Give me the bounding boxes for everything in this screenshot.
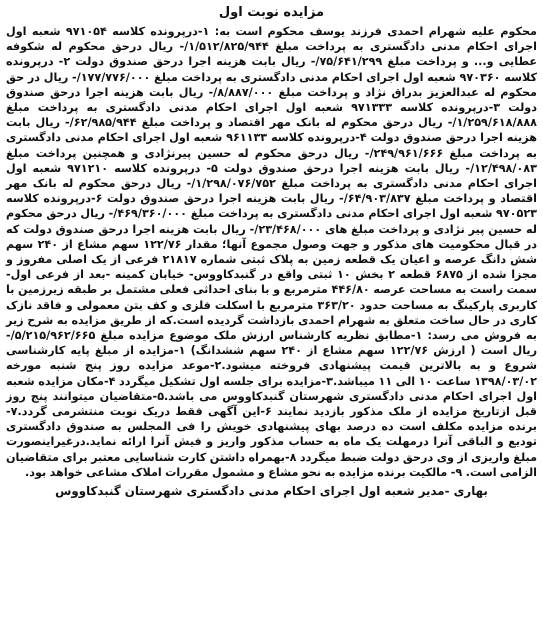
notice-body: محکوم علیه شهرام احمدی فرزند یوسف محکوم است به: ۱-درپرونده کلاسه ۹۷۱۰۵۴ شعبه اول اجرای احکام مدنی دادگستری به پرداخت مبلغ ۱/۵۱۲/۸۲۵/۹۴۴/- ریال درحق محکوم له شکوفه عطایی و... و پرداخت مبلغ ۷۵/۶۴۱/۲۹۹/- ریال بابت هزینه اجرا درحق صندوق دولت ۲- درپرونده کلاسه ۹۷۰۳۶۰ شعبه اول اجرای احکام مدنی دادگستری به پرداخت مبلغ ۱۷۷/۷۷۶/۰۰۰/- ریال در حق محکوم له عبدالعزیز بدراق نژاد و پرداخت مبلغ ۸/۸۸۷/۰۰۰/- ریال بابت هزینه اجرا درحق صندوق دولت ۳-درپرونده کلاسه ۹۷۱۳۳۳ شعبه اول اجرای احکام مدنی دادگستری به پرداخت مبلغ ۱/۲۵۹/۶۱۸/۸۸۸/- ریال درحق محکوم له بانک مهر اقتصاد و پرداخت مبلغ ۶۲/۹۸۵/۹۴۴/- ریال بابت هزینه اجرا درحق صندوق دولت ۴-درپرونده کلاسه ۹۶۱۱۳۳ شعبه اول اجرای احکام مدنی دادگستری به پرداخت مبلغ ۲۴۹/۹۶۱/۶۶۶/- ریال درحق محکوم له حسین پیرنژادی و همچنین پرداخت مبلغ ۱۲/۴۹۸/۰۸۳/- ریال بابت هزینه اجرا درحق صندوق دولت ۵- درپرونده کلاسه ۹۷۱۲۱۰ شعبه اول اجرای احکام مدنی دادگستری به پرداخت مبلغ ۱/۲۹۸/۰۷۶/۷۵۲/- ریال درحق محکوم له بانک مهر اقتصاد و پرداخت مبلغ ۶۴/۹۰۳/۸۳۷/- ریال بابت هزینه اجرا درحق صندوق دولت ۶-درپرونده کلاسه ۹۷۰۵۲۳ شعبه اول اجرای احکام مدنی دادگستری به پرداخت مبلغ ۴۶۹/۳۶۰/۰۰۰/- ریال درحق محکوم له حسین پیر نژادی و پرداخت مبلغ های ۲۳/۴۶۸/۰۰۰/- ریال بابت هزینه اجرا درحق صندوق دولت که در قبال محکومیت های مذکور و جهت وصول مجموع آنها؛ مقدار ۱۲۲/۷۶ سهم مشاع از ۲۴۰ سهم شش دانگ عرصه و اعیان یک قطعه زمین به پلاک ثبتی شماره ۲۱۸۱۷ فرعی از یک اصلی مفروز و مجزا شده از ۶۸۷۵ قطعه ۲ بخش ۱۰ ثبتی واقع در گنبدکاووس- خیابان کمینه -بعد از فرعی اول- سمت راست به مساحت عرصه ۴۴۶/۸۰ مترمربع و با بنای احداثی فعلی مشتمل بر طبقه زیرزمین با کاربری پارکینگ به مساحت حدود ۳۶۳/۲۰ مترمربع با اسکلت فلزی و کف بتن معمولی و فاقد نازک کاری در حال ساخت متعلق به شهرام احمدی بازداشت گردیده است.که از طریق مزایده به شرح زیر به فروش می رسد: ۱-مطابق نظریه کارشناس ارزش ملک موضوع مزایده مبلغ ۵/۲۱۵/۹۶۲/۶۶۵/- ریال است ( ارزش ۱۲۲/۷۶ سهم مشاع از ۲۴۰ سهم ششدانگ) ۱-مزایده از مبلغ پایه کارشناسی شروع و به بالاترین قیمت پیشنهادی فروخته میشود.۲-موعد مزایده روز پنج شنبه مورخه ۱۳۹۸/۰۳/۰۲ ساعت ۱۰ الی ۱۱ میباشد.۳-مزایده برای جلسه اول تشکیل میگردد ۴-مکان مزایده شعبه اول اجرای احکام مدنی دادگستری شهرستان گنبدکاووس می باشد.۵-متقاضیان میتوانند پنج روز قبل ازتاریخ مزایده از ملک مذکور بازدید نمایند ۶-این آگهی فقط دریک نوبت منتشرمی گردد.۷-برنده مزایده مکلف است ده درصد بهای پیشنهادی خویش را فی المجلس به صندوق دادگستری تودیع و الباقی آنرا درمهلت یک ماه به حساب مذکور واریز و فیش آنرا ارائه نماید.درغیراینصورت مبلغ واریزی از وی درحق دولت ضبط میگردد ۸-بهمراه داشتن کارت شناسایی معتبر برای متقاضیان الزامی است. ۹- مالکیت برنده مزایده به نحو مشاع و مشمول مقررات املاک مشاعی خواهد بود. — [6, 25, 538, 479]
notice-title: مزایده نوبت اول — [218, 5, 325, 20]
notice-signature: بهاری -مدیر شعبه اول اجرای احکام مدنی دادگستری شهرستان گنبدکاووس — [55, 484, 488, 499]
